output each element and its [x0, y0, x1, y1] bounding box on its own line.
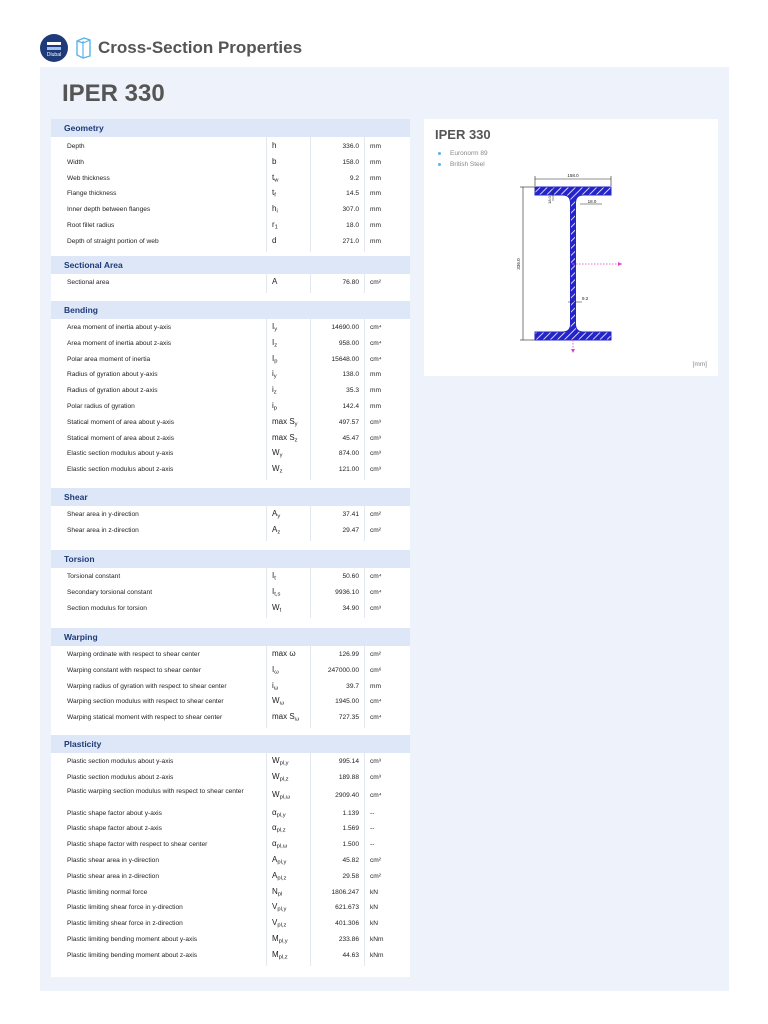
symbol-subscript: z [279, 468, 283, 475]
property-description: Web thickness [67, 174, 110, 182]
property-description: Torsional constant [67, 573, 121, 580]
column-divider [364, 752, 365, 966]
content-panel [40, 67, 729, 991]
property-symbol: $t_w$ [272, 172, 279, 184]
property-value: 307.0 [342, 206, 359, 214]
property-unit: cm³ [370, 604, 381, 612]
property-symbol: A [272, 277, 278, 286]
property-unit: cm³ [370, 418, 381, 426]
property-row [51, 786, 410, 806]
width-dimension-label: 158.0 [567, 173, 579, 178]
column-divider [364, 645, 365, 728]
property-value: 727.35 [338, 714, 359, 722]
property-unit: mm [370, 206, 381, 214]
property-value: 1945.00 [335, 698, 359, 706]
property-unit: cm² [370, 279, 381, 286]
property-description: Plastic shape factor with respect to shear center [67, 841, 208, 849]
property-value: 958.00 [338, 339, 359, 347]
property-value: 18.0 [346, 222, 359, 229]
property-row [51, 916, 410, 932]
height-dimension-label: 336.0 [516, 258, 521, 270]
column-divider [364, 273, 365, 293]
section-header [51, 550, 410, 568]
column-divider [266, 318, 267, 480]
property-symbol: $I_\omega$ [272, 664, 279, 676]
property-unit: cm⁴ [370, 324, 382, 331]
property-symbol: $W_{pl,\omega}$ [272, 789, 291, 801]
column-divider [364, 567, 365, 618]
property-row [51, 694, 410, 710]
header-title: Cross-Section Properties [98, 38, 303, 57]
property-unit: cm⁶ [370, 666, 382, 674]
symbol-subscript: y [274, 326, 278, 333]
property-unit: cm² [370, 651, 381, 658]
property-row [51, 523, 410, 539]
column-divider [364, 318, 365, 480]
property-unit: -- [370, 809, 375, 817]
property-row [51, 336, 410, 352]
property-row [51, 663, 410, 679]
property-value: 1.139 [342, 809, 359, 817]
section-header [51, 488, 410, 506]
column-divider [266, 137, 267, 252]
column-divider [310, 752, 311, 966]
property-row [51, 352, 410, 368]
property-value: 15648.00 [331, 355, 359, 363]
i-beam-drawing [424, 119, 718, 376]
property-unit: cm⁴ [370, 588, 382, 596]
property-description: Shear area in z-direction [67, 526, 139, 534]
properties-table [51, 119, 410, 977]
property-symbol: $W_\omega$ [272, 696, 285, 707]
property-symbol: $I_p$ [272, 353, 278, 365]
property-row [51, 367, 410, 383]
symbol-subscript: z [277, 529, 281, 536]
property-unit: mm [370, 371, 381, 379]
property-unit: kN [370, 904, 379, 912]
property-unit: mm [370, 237, 381, 245]
property-unit: mm [370, 387, 381, 395]
property-symbol: $I_z$ [272, 337, 278, 349]
property-row [51, 821, 410, 837]
property-description: Plastic shear area in y-direction [67, 857, 159, 864]
section-title: Bending [64, 305, 98, 315]
property-unit: -- [370, 841, 375, 849]
property-description: Flange thickness [67, 190, 117, 198]
property-description: Area moment of inertia about y-axis [67, 324, 172, 331]
symbol-subscript: pl,y [277, 906, 287, 913]
symbol-subscript: ω [273, 685, 279, 692]
symbol-subscript: pl,z [278, 954, 288, 961]
property-description: Radius of gyration about y-axis [67, 371, 158, 379]
property-value: 401.306 [335, 920, 359, 928]
symbol-subscript: w [274, 177, 279, 184]
property-value: 39.7 [346, 682, 359, 690]
property-value: 189.88 [338, 773, 359, 781]
section-header [51, 735, 410, 753]
property-value: 247000.00 [327, 666, 359, 674]
property-symbol: $V_{pl,z}$ [272, 918, 287, 929]
column-divider [310, 137, 311, 252]
y-axis-arrow-icon [618, 262, 622, 266]
property-description: Warping statical moment with respect to shear center [67, 714, 223, 722]
property-row [51, 806, 410, 822]
property-row [51, 754, 410, 770]
property-description: Radius of gyration about z-axis [67, 387, 158, 395]
property-row [51, 679, 410, 695]
property-row [51, 415, 410, 431]
property-symbol: $r_1$ [272, 220, 278, 231]
symbol-subscript: ω [279, 700, 285, 707]
property-value: 121.00 [338, 466, 359, 474]
property-symbol: $\max S_\omega$ [272, 712, 300, 723]
property-description: Section modulus for torsion [67, 604, 147, 612]
section-header [51, 628, 410, 646]
symbol-subscript: pl,ω [276, 843, 288, 850]
property-symbol: $W_{pl,z}$ [272, 771, 289, 783]
column-divider [310, 505, 311, 541]
property-value: 50.60 [342, 573, 359, 580]
symbol-subscript: pl,y [276, 812, 286, 819]
property-row [51, 869, 410, 885]
symbol-subscript: y [294, 421, 298, 428]
property-symbol: $A_y$ [272, 509, 281, 520]
property-value: 1806.247 [331, 888, 359, 896]
property-value: 2909.40 [335, 791, 359, 799]
symbol-subscript: pl,z [277, 875, 287, 882]
property-symbol: d [272, 235, 277, 245]
column-divider [364, 137, 365, 252]
property-description: Plastic warping section modulus with respect to shear center [67, 787, 244, 795]
fillet-label: 18.0 [587, 199, 597, 204]
property-row [51, 275, 410, 291]
symbol-subscript: pl,y [279, 760, 289, 767]
symbol-subscript: pl,y [278, 938, 288, 945]
web-thickness-label: 9.2 [582, 296, 589, 301]
property-symbol: max ω [272, 649, 296, 658]
property-value: 9936.10 [335, 588, 359, 596]
symbol-subscript: y [279, 452, 283, 459]
property-row [51, 885, 410, 901]
property-description: Statical moment of area about y-axis [67, 418, 175, 426]
property-value: 44.63 [342, 951, 359, 959]
property-symbol: $\max S_z$ [272, 432, 298, 444]
symbol-subscript: y [273, 373, 277, 380]
property-symbol: $A_{pl,z}$ [272, 870, 287, 882]
page-header [40, 33, 302, 63]
property-description: Width [67, 158, 84, 166]
property-description: Sectional area [67, 279, 110, 286]
property-row [51, 585, 410, 601]
symbol-subscript: p [273, 405, 278, 412]
property-row [51, 383, 410, 399]
column-divider [266, 645, 267, 728]
property-description: Plastic section modulus about y-axis [67, 758, 174, 765]
property-description: Plastic limiting bending moment about y-axis [67, 936, 198, 943]
property-value: 1.569 [342, 825, 359, 833]
property-value: 29.58 [342, 872, 359, 880]
property-value: 14690.00 [331, 324, 359, 331]
property-symbol: $i_z$ [272, 385, 277, 396]
unit-label: [mm] [692, 361, 707, 368]
property-row [51, 186, 410, 202]
property-description: Plastic section modulus about z-axis [67, 773, 174, 781]
property-unit: cm³ [370, 450, 381, 458]
property-symbol: $W_{pl,y}$ [272, 756, 289, 767]
property-value: 34.90 [342, 604, 359, 612]
property-row [51, 446, 410, 462]
property-description: Elastic section modulus about z-axis [67, 466, 174, 474]
property-description: Plastic limiting shear force in z-direction [67, 920, 183, 928]
property-description: Depth of straight portion of web [67, 237, 159, 245]
property-description: Plastic limiting normal force [67, 888, 148, 896]
symbol-subscript: f [274, 192, 276, 199]
property-symbol: $i_p$ [272, 401, 278, 412]
property-description: Warping ordinate with respect to shear center [67, 651, 200, 658]
property-row [51, 234, 410, 250]
property-symbol: $t_f$ [272, 188, 276, 199]
property-unit: cm³ [370, 773, 381, 781]
page-title: IPER 330 [62, 80, 165, 107]
property-value: 1.500 [342, 841, 359, 849]
property-row [51, 507, 410, 523]
dlubal-logo [40, 34, 68, 62]
property-description: Root fillet radius [67, 222, 115, 229]
property-unit: kN [370, 888, 379, 896]
flange-thickness-label: 18.0 [547, 196, 552, 204]
property-description: Statical moment of area about z-axis [67, 434, 175, 442]
property-symbol: $W_z$ [272, 464, 283, 475]
book-icon [74, 37, 92, 59]
property-row [51, 399, 410, 415]
property-row [51, 139, 410, 155]
property-value: 45.82 [342, 857, 359, 864]
symbol-subscript: z [273, 389, 277, 396]
property-unit: cm² [370, 872, 381, 880]
property-description: Elastic section modulus about y-axis [67, 450, 174, 458]
section-title: Sectional Area [64, 260, 123, 270]
section-title: Shear [64, 492, 88, 502]
symbol-subscript: pl,z [277, 922, 287, 929]
property-unit: cm³ [370, 434, 381, 442]
property-unit: cm³ [370, 758, 381, 765]
symbol-subscript: pl,z [276, 827, 286, 834]
property-value: 142.4 [342, 403, 359, 410]
property-symbol: $i_y$ [272, 369, 277, 380]
property-unit: kNm [370, 951, 384, 959]
column-divider [310, 567, 311, 618]
property-description: Shear area in y-direction [67, 511, 139, 518]
column-divider [310, 645, 311, 728]
property-row [51, 462, 410, 478]
property-value: 995.14 [338, 758, 359, 765]
column-divider [266, 273, 267, 293]
property-symbol: $M_{pl,z}$ [272, 949, 288, 961]
symbol-subscript: pl,ω [279, 794, 291, 801]
symbol-subscript: t [279, 607, 282, 614]
property-row [51, 431, 410, 447]
standard-label: British Steel [450, 161, 485, 168]
property-value: 35.3 [346, 387, 359, 395]
property-row [51, 900, 410, 916]
property-unit: mm [370, 403, 381, 410]
column-divider [266, 567, 267, 618]
symbol-subscript: t [274, 575, 276, 582]
property-symbol: $I_t$ [272, 571, 276, 582]
property-row [51, 155, 410, 171]
section-header [51, 256, 410, 274]
property-description: Warping constant with respect to shear center [67, 666, 201, 674]
property-value: 271.0 [342, 237, 359, 245]
property-row [51, 569, 410, 585]
property-symbol: $N_{pl}$ [272, 886, 283, 898]
property-description: Plastic shape factor about y-axis [67, 809, 162, 817]
symbol-subscript: pl,z [279, 776, 289, 783]
property-description: Warping radius of gyration with respect to shear center [67, 682, 227, 690]
property-row [51, 647, 410, 663]
property-unit: mm [370, 158, 381, 166]
symbol-subscript: z [274, 342, 278, 349]
property-description: Plastic limiting shear force in y-direction [67, 904, 183, 912]
z-axis-arrow-icon [571, 349, 575, 353]
property-description: Warping section modulus with respect to shear center [67, 698, 224, 706]
section-header [51, 119, 410, 137]
property-row [51, 320, 410, 336]
property-unit: cm⁴ [370, 355, 382, 363]
property-symbol: $i_\omega$ [272, 680, 279, 692]
symbol-subscript: ω [294, 716, 300, 723]
section-title: Geometry [64, 123, 104, 133]
property-unit: kNm [370, 936, 384, 943]
symbol-subscript: z [294, 437, 298, 444]
property-value: 29.47 [342, 526, 359, 534]
property-value: 14.5 [346, 190, 359, 198]
property-value: 158.0 [342, 158, 359, 166]
property-value: 45.47 [342, 434, 359, 442]
property-unit: cm⁴ [370, 791, 382, 799]
property-unit: kN [370, 920, 379, 928]
property-row [51, 948, 410, 964]
property-unit: cm² [370, 526, 381, 534]
property-value: 233.86 [338, 936, 359, 943]
property-symbol: $\alpha_{pl,z}$ [272, 823, 286, 834]
property-row [51, 837, 410, 853]
property-value: 336.0 [342, 143, 359, 150]
property-value: 621.673 [335, 904, 359, 912]
column-divider [310, 318, 311, 480]
figure-title: IPER 330 [435, 127, 491, 142]
symbol-subscript: ω [274, 669, 279, 676]
property-symbol: $A_{pl,y}$ [272, 855, 287, 866]
symbol-subscript: i [276, 208, 278, 215]
property-row [51, 710, 410, 726]
symbol-subscript: y [277, 513, 281, 520]
property-symbol: $W_y$ [272, 448, 283, 459]
centroid-marker [572, 263, 574, 265]
property-unit: cm⁴ [370, 714, 382, 722]
symbol-subscript: p [274, 358, 278, 365]
cross-section-figure [424, 119, 718, 376]
property-value: 126.99 [338, 651, 359, 658]
column-divider [266, 505, 267, 541]
property-unit: mm [370, 222, 381, 229]
property-unit: mm [370, 174, 381, 182]
property-symbol: h [272, 141, 277, 150]
property-symbol: $V_{pl,y}$ [272, 902, 287, 913]
property-description: Polar radius of gyration [67, 403, 135, 410]
property-value: 138.0 [342, 371, 359, 379]
property-description: Plastic limiting bending moment about z-axis [67, 951, 198, 959]
symbol-subscript: pl [277, 891, 283, 898]
property-row [51, 218, 410, 234]
symbol-subscript: 1 [274, 224, 278, 231]
property-description: Area moment of inertia about z-axis [67, 339, 172, 347]
property-symbol: $I_{t,s}$ [272, 586, 281, 598]
property-unit: mm [370, 190, 381, 198]
property-value: 874.00 [338, 450, 359, 458]
property-symbol: $h_i$ [272, 204, 278, 215]
property-unit: mm [370, 682, 381, 690]
property-description: Depth [67, 143, 85, 150]
symbol-subscript: pl,y [277, 859, 287, 866]
column-divider [310, 273, 311, 293]
property-symbol: $\alpha_{pl,\omega}$ [272, 839, 288, 850]
column-divider [266, 752, 267, 966]
property-value: 37.41 [342, 511, 359, 518]
property-unit: cm⁴ [370, 573, 382, 580]
property-row [51, 202, 410, 218]
symbol-subscript: t,s [274, 591, 281, 598]
property-symbol: $A_z$ [272, 524, 281, 536]
property-symbol: $I_y$ [272, 322, 278, 333]
property-row [51, 171, 410, 187]
property-unit: -- [370, 825, 375, 833]
section-title: Torsion [64, 554, 95, 564]
logo-text: Dlubal [46, 52, 62, 58]
property-row [51, 932, 410, 948]
property-unit: mm [370, 143, 381, 150]
property-symbol: $\max S_y$ [272, 416, 298, 428]
property-unit: cm⁴ [370, 339, 382, 347]
property-symbol: $\alpha_{pl,y}$ [272, 807, 286, 819]
property-row [51, 601, 410, 617]
property-description: Secondary torsional constant [67, 588, 153, 596]
property-unit: cm² [370, 857, 381, 864]
property-unit: cm⁴ [370, 698, 382, 706]
property-description: Polar area moment of inertia [67, 355, 151, 363]
property-row [51, 853, 410, 869]
standard-label: Euronorm 89 [450, 150, 488, 157]
property-symbol: $M_{pl,y}$ [272, 934, 288, 945]
property-value: 9.2 [349, 174, 359, 182]
property-description: Inner depth between flanges [67, 206, 151, 214]
section-title: Warping [64, 632, 98, 642]
property-unit: cm³ [370, 466, 381, 474]
section-header [51, 301, 410, 319]
property-symbol: $W_t$ [272, 602, 282, 614]
property-row [51, 770, 410, 786]
property-unit: cm² [370, 511, 381, 518]
section-title: Plasticity [64, 739, 102, 749]
property-symbol: b [272, 156, 277, 166]
property-value: 497.57 [338, 418, 359, 426]
property-description: Plastic shape factor about z-axis [67, 825, 162, 833]
column-divider [364, 505, 365, 541]
property-description: Plastic shear area in z-direction [67, 872, 159, 880]
property-value: 76.80 [342, 279, 359, 286]
